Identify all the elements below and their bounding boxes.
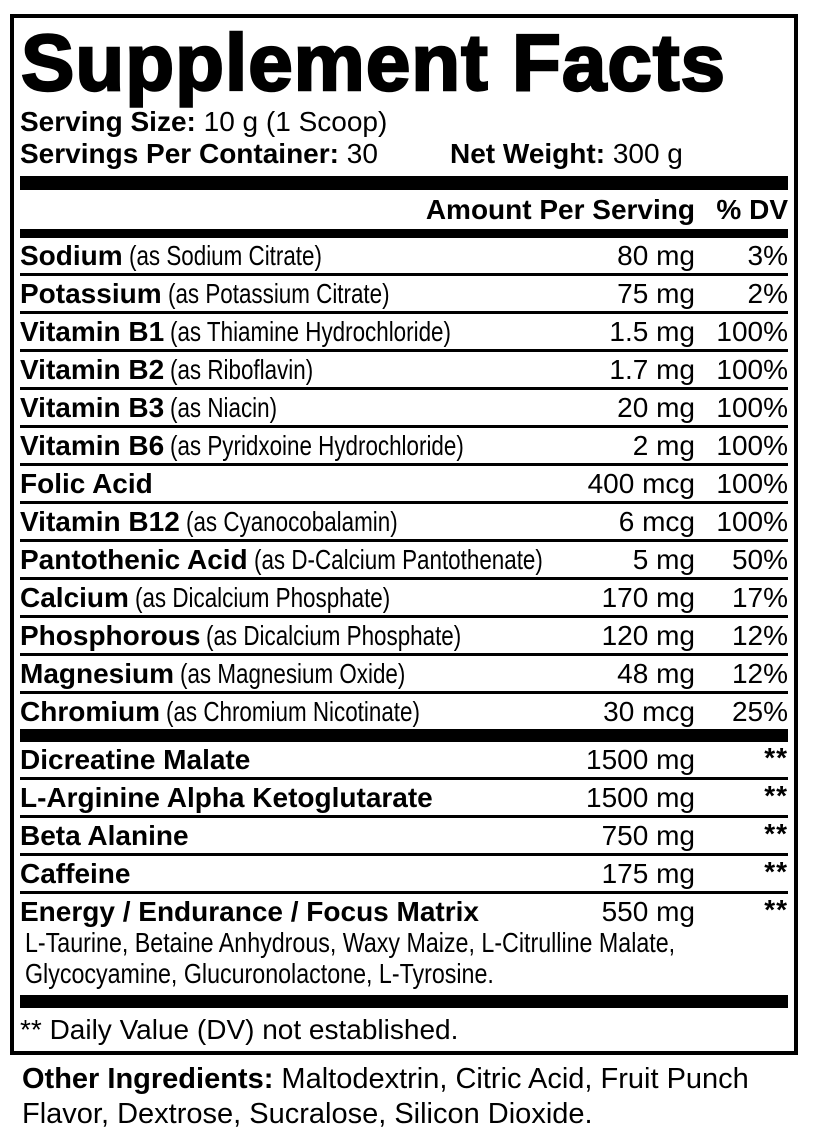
divider-bar bbox=[20, 729, 788, 742]
nutrient-form: (as Cyanocobalamin) bbox=[185, 506, 398, 537]
nutrient-form: (as Dicalcium Phosphate) bbox=[134, 582, 391, 613]
nutrient-name: Vitamin B1 bbox=[20, 316, 165, 347]
nutrient-amount: 20 mg bbox=[617, 392, 695, 423]
blend-dv: ** bbox=[764, 894, 788, 925]
nutrient-name-cell bbox=[20, 506, 619, 537]
serving-size-value: 10 g (1 Scoop) bbox=[203, 106, 388, 137]
nutrient-name: Phosphorous bbox=[20, 620, 201, 651]
net-weight bbox=[450, 138, 683, 170]
divider-bar bbox=[20, 995, 788, 1008]
other-ingredients-label: Other Ingredients: bbox=[22, 1063, 274, 1095]
nutrient-amount: 400 mcg bbox=[587, 468, 695, 499]
divider-bar bbox=[20, 176, 788, 190]
nutrient-dv: 100% bbox=[716, 506, 788, 537]
blend-sub-ingredients: L-Taurine, Betaine Anhydrous, Waxy Maize, L-Citrulline Malate, Glycocyamine, Glucuronolactone, L-Tyrosine. bbox=[24, 927, 676, 989]
nutrient-dv: 2% bbox=[747, 278, 788, 309]
nutrient-name-cell bbox=[20, 354, 609, 385]
nutrient-amount: 5 mg bbox=[632, 544, 695, 575]
nutrient-name: Calcium bbox=[20, 582, 129, 613]
blend-dv: ** bbox=[764, 742, 788, 773]
nutrient-amount: 1.7 mg bbox=[609, 354, 695, 385]
nutrient-row bbox=[20, 428, 788, 466]
nutrient-dv: 100% bbox=[716, 316, 788, 347]
nutrient-amount: 6 mcg bbox=[618, 506, 695, 537]
servings-per-container-value: 30 bbox=[346, 138, 378, 169]
nutrient-dv: 25% bbox=[731, 696, 788, 727]
nutrient-dv: 100% bbox=[716, 430, 788, 461]
nutrient-form: (as Sodium Citrate) bbox=[128, 240, 322, 271]
nutrient-amount: 1.5 mg bbox=[609, 316, 695, 347]
blend-amount: 1500 mg bbox=[586, 782, 695, 813]
nutrient-name: Sodium bbox=[20, 240, 123, 271]
nutrient-form: (as Pyridxoine Hydrochloride) bbox=[170, 430, 465, 461]
column-header-row bbox=[20, 190, 788, 229]
nutrient-name-cell bbox=[20, 582, 602, 613]
nutrient-name-cell bbox=[20, 544, 633, 575]
nutrient-name-cell bbox=[20, 430, 633, 461]
nutrient-amount: 75 mg bbox=[617, 278, 695, 309]
nutrient-dv: 17% bbox=[731, 582, 788, 613]
nutrient-form: (as Thiamine Hydrochloride) bbox=[170, 316, 452, 347]
nutrient-name: Chromium bbox=[20, 696, 160, 727]
blend-name: Energy / Endurance / Focus Matrix bbox=[20, 896, 480, 927]
nutrient-form: (as Riboflavin) bbox=[170, 354, 314, 385]
nutrient-name-cell bbox=[20, 240, 617, 271]
blend-row bbox=[20, 894, 788, 929]
nutrient-form: (as Magnesium Oxide) bbox=[180, 658, 406, 689]
nutrient-form: (as Potassium Citrate) bbox=[167, 278, 390, 309]
serving-size-label: Serving Size: bbox=[20, 106, 196, 137]
blend-row bbox=[20, 780, 788, 818]
nutrient-form: (as D-Calcium Pantothenate) bbox=[253, 544, 543, 575]
nutrient-name-cell bbox=[20, 468, 588, 499]
percent-dv-header: % DV bbox=[716, 194, 788, 225]
blend-name: Dicreatine Malate bbox=[20, 744, 251, 775]
divider-bar bbox=[20, 229, 788, 238]
nutrient-dv: 100% bbox=[716, 392, 788, 423]
net-weight-value: 300 g bbox=[612, 138, 683, 169]
nutrient-name: Vitamin B3 bbox=[20, 392, 165, 423]
servings-per-container-line bbox=[20, 138, 788, 170]
nutrient-amount: 170 mg bbox=[601, 582, 695, 613]
nutrient-row bbox=[20, 466, 788, 504]
nutrient-dv: 100% bbox=[716, 468, 788, 499]
nutrient-dv: 12% bbox=[731, 620, 788, 651]
servings-per-container-label: Servings Per Container: bbox=[20, 138, 339, 169]
blend-matrix-block bbox=[20, 894, 788, 995]
nutrient-row bbox=[20, 656, 788, 694]
amount-per-serving-header: Amount Per Serving bbox=[425, 194, 695, 225]
blend-amount: 750 mg bbox=[601, 820, 695, 851]
nutrient-name: Folic Acid bbox=[20, 468, 153, 499]
nutrient-form: (as Niacin) bbox=[170, 392, 278, 423]
other-ingredients-value: Maltodextrin, Citric Acid, Fruit Punch Flavor, Dextrose, Sucralose, Silicon Dioxide. bbox=[22, 1063, 749, 1130]
nutrient-amount: 30 mcg bbox=[603, 696, 695, 727]
nutrient-name: Magnesium bbox=[20, 658, 175, 689]
nutrient-name: Vitamin B12 bbox=[20, 506, 180, 537]
nutrient-dv: 100% bbox=[716, 354, 788, 385]
blend-dv: ** bbox=[764, 856, 788, 887]
nutrient-amount: 2 mg bbox=[632, 430, 695, 461]
nutrient-row bbox=[20, 314, 788, 352]
blend-row bbox=[20, 818, 788, 856]
supplement-facts-panel bbox=[10, 14, 798, 1055]
nutrient-name-cell bbox=[20, 696, 603, 727]
panel-title: Supplement Facts bbox=[21, 18, 727, 107]
blend-amount: 175 mg bbox=[601, 858, 695, 889]
nutrient-name-cell bbox=[20, 658, 617, 689]
nutrient-name-cell bbox=[20, 316, 609, 347]
blend-name: Beta Alanine bbox=[20, 820, 189, 851]
blend-row bbox=[20, 856, 788, 894]
nutrient-form: (as Dicalcium Phosphate) bbox=[206, 620, 462, 651]
nutrient-name: Potassium bbox=[20, 278, 162, 309]
dv-footnote: ** Daily Value (DV) not established. bbox=[20, 1014, 459, 1045]
nutrient-row bbox=[20, 238, 788, 276]
nutrient-row bbox=[20, 352, 788, 390]
nutrient-amount: 48 mg bbox=[617, 658, 695, 689]
nutrient-name: Pantothenic Acid bbox=[20, 544, 248, 575]
nutrient-row bbox=[20, 618, 788, 656]
net-weight-label: Net Weight: bbox=[450, 138, 606, 169]
nutrient-name-cell bbox=[20, 620, 602, 651]
nutrient-row bbox=[20, 504, 788, 542]
nutrient-dv: 3% bbox=[747, 240, 788, 271]
other-ingredients bbox=[22, 1062, 762, 1132]
nutrient-row bbox=[20, 390, 788, 428]
blend-row bbox=[20, 742, 788, 780]
blend-amount: 550 mg bbox=[601, 896, 695, 927]
nutrient-name-cell bbox=[20, 392, 617, 423]
serving-size-line bbox=[20, 106, 788, 138]
nutrient-row bbox=[20, 542, 788, 580]
nutrient-row bbox=[20, 580, 788, 618]
blend-name: L-Arginine Alpha Ketoglutarate bbox=[20, 782, 433, 813]
nutrient-amount: 120 mg bbox=[601, 620, 695, 651]
blend-name: Caffeine bbox=[20, 858, 131, 889]
nutrient-name-cell bbox=[20, 278, 617, 309]
nutrient-form: (as Chromium Nicotinate) bbox=[166, 696, 420, 727]
nutrient-row bbox=[20, 276, 788, 314]
nutrient-name: Vitamin B2 bbox=[20, 354, 165, 385]
nutrient-name: Vitamin B6 bbox=[20, 430, 165, 461]
nutrient-amount: 80 mg bbox=[617, 240, 695, 271]
nutrient-row bbox=[20, 694, 788, 729]
blend-amount: 1500 mg bbox=[586, 744, 695, 775]
nutrient-dv: 12% bbox=[731, 658, 788, 689]
blend-dv: ** bbox=[764, 818, 788, 849]
nutrient-dv: 50% bbox=[731, 544, 788, 575]
blend-dv: ** bbox=[764, 780, 788, 811]
